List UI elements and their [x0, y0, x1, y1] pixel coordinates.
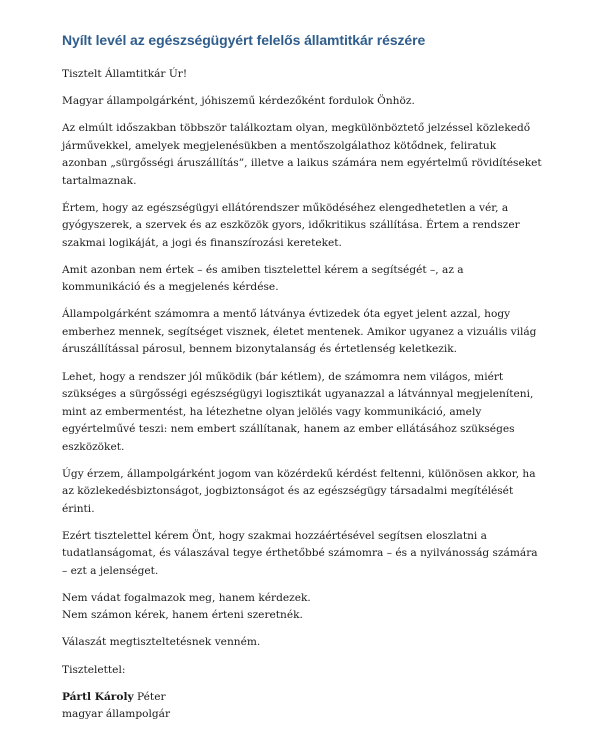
- letter: [62, 30, 542, 733]
- greeting: Tisztelt Államtitkár Úr!: [62, 68, 188, 80]
- paragraph-right: Úgy érzem, állampolgárként jogom van közérdekű kérdést feltenni, különösen akkor, ha az közlekedésbiztonságot, jogbiztonságot és az egészségügy társadalmi megítélését érinti.: [62, 467, 536, 515]
- paragraph-understanding: Értem, hogy az egészségügyi ellátórendszer működéséhez elengedhetetlen a vér, a gyógyszerek, a szervek és az eszközök gyors, időkritikus szállítása. Értem a rendszer szakmai logikáját, a jogi és finanszírozási kereteket.: [62, 201, 520, 249]
- signature-block: [62, 689, 542, 724]
- closing-sentence: Válaszát megtiszteltetésnek venném.: [62, 636, 261, 649]
- signature-given-name: Péter: [137, 690, 166, 703]
- signature-role: magyar állampolgár: [62, 708, 171, 721]
- paragraph-question: Amit azonban nem értek – és amiben tisztelettel kérem a segítségét –, az a kommunikáció és a megjelenés kérdése.: [62, 263, 464, 294]
- paragraph-perception: Állampolgárként számomra a mentő látványa évtizedek óta egyet jelent azzal, hogy emberhez mennek, segítséget visznek, életet mentenek. Amikor ugyanez a vizuális világ áruszállítással párosul, bennem bizonytalanság és értetlenség keletkezik.: [62, 308, 537, 356]
- signature-surname: Pártl Károly: [62, 690, 134, 703]
- paragraph-observation: Az elmúlt időszakban többször találkoztam olyan, megkülönböztető jelzéssel közlekedő járművekkel, amelyek megjelenésükben a mentőszolgálathoz kötődnek, feliratuk azonban „sürgősségi áruszállítás”, illetve a laikus számára nem egyértelmű rövidítéseket tartalmaznak.: [62, 122, 542, 187]
- signature-name: [62, 689, 542, 707]
- paragraph-intro: Magyar állampolgárként, jóhiszemű kérdezőként fordulok Önhöz.: [62, 95, 415, 108]
- closing-line: Nem számon kérek, hanem érteni szeretnék.: [62, 609, 303, 622]
- letter-title: Nyílt levél az egészségügyért felelős államtitkár részére: [62, 32, 426, 48]
- closing-lines: [62, 590, 542, 625]
- paragraph-request: Ezért tisztelettel kérem Önt, hogy szakmai hozzáértésével segítsen eloszlatni a tudatlanságomat, és válaszával tegye érthetőbbé számomra – és a nyilvánosság számára – ezt a jelenséget.: [62, 529, 538, 577]
- paragraph-argument: Lehet, hogy a rendszer jól működik (bár kétlem), de számomra nem világos, miért szükséges a sürgősségi egészségügyi logisztikát ugyanazzal a látvánnyal megjeleníteni, mint az embermentést, ha létezhetne olyan jelölés vagy kommunikáció, amely egyértelművé teszi: nem embert szállítanak, hanem az ember ellátásához szükséges eszközöket.: [62, 370, 534, 453]
- sign-off: Tisztelettel:: [62, 663, 126, 676]
- closing-line: Nem vádat fogalmazok meg, hanem kérdezek.: [62, 591, 311, 604]
